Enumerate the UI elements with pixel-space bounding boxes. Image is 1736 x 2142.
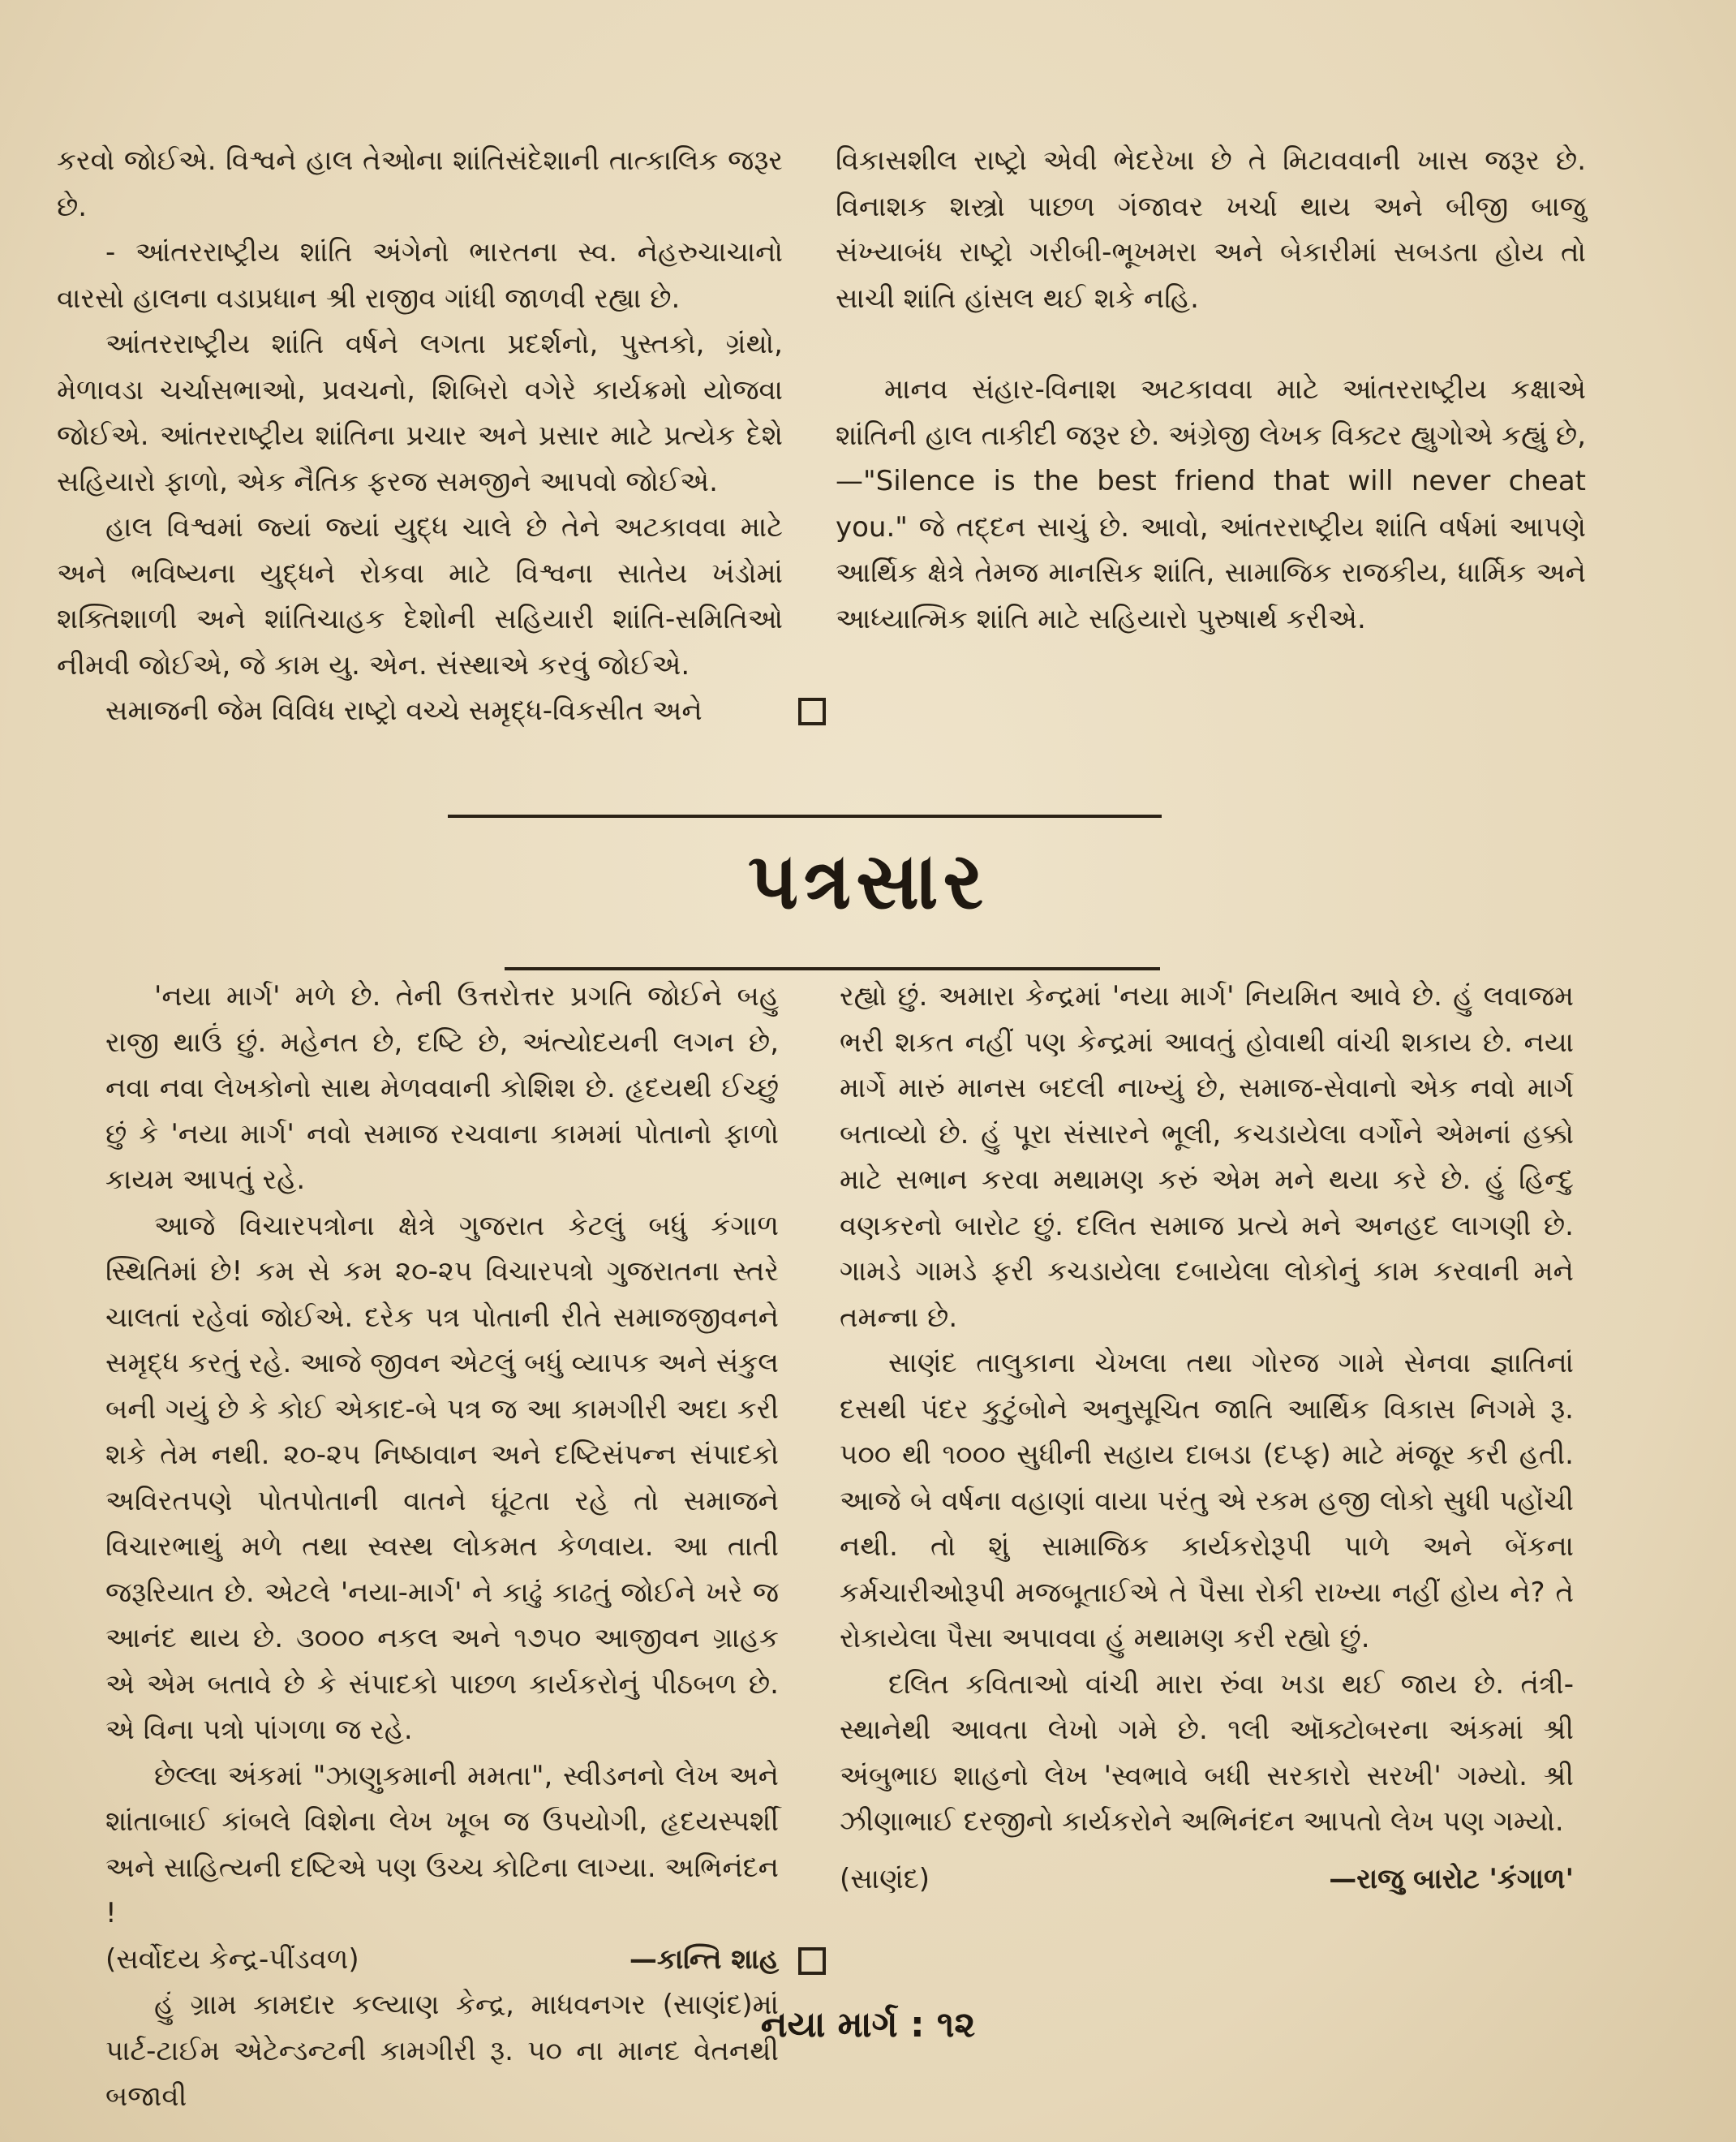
letter-paragraph: દલિત કવિતાઓ વાંચી મારા રુંવા ખડા થઈ જાય છે. તંત્રી-સ્થાનેથી આવતા લેખો ગમે છે. ૧લી ઑક્ટોબરના અંકમાં શ્રી અંબુભાઇ શાહનો લેખ 'સ્વભાવે બધી સરકારો સરખી' ગમ્યો. શ્રી ઝીણાભાઈ દરજીનો કાર્યકરોને અભિનંદન આપતો લેખ પણ ગમ્યો.: [840, 1667, 1574, 1838]
signature-name: —કાન્તિ શાહ: [629, 1942, 779, 1976]
letter-paragraph: રહ્યો છું. અમારા કેન્દ્રમાં 'નયા માર્ગ' નિયમિત આવે છે. હું લવાજમ ભરી શકત નહીં પણ કેન્દ્રમાં આવતું હોવાથી વાંચી શકાય છે. નયા માર્ગે મારું માનસ બદલી નાખ્યું છે, સમાજ-સેવાનો એક નવો માર્ગ બતાવ્યો છે. હું પૂરા સંસારને ભૂલી, કચડાયેલા વર્ગોને એમનાં હક્કો માટે સભાન કરવા મથામણ કરું એમ મને થયા કરે છે. હું હિન્દુ વણકરનો બારોટ છું. દલિત સમાજ પ્રત્યે મને અનહદ લાગણી છે. ગામડે ગામડે ફરી કચડાયેલા દબાયેલા લોકોનું કામ કરવાની મને તમન્ના છે.: [840, 980, 1574, 1334]
article-paragraph: આંતરરાષ્ટ્રીય શાંતિ વર્ષને લગતા પ્રદર્શનો, પુસ્તકો, ગ્રંથો, મેળાવડા ચર્ચાસભાઓ, પ્રવચનો, શિબિરો વગેરે કાર્યક્રમો યોજવા જોઈએ. આંતરરાષ્ટ્રીય શાંતિના પ્રચાર અને પ્રસાર માટે પ્રત્યેક દેશે સહિયારો ફાળો, એક નૈતિક ફરજ સમજીને આપવો જોઈએ.: [57, 328, 783, 498]
page-footer: નયા માર્ગ : ૧૨: [760, 2004, 976, 2045]
article-paragraph: - આંતરરાષ્ટ્રીય શાંતિ અંગેનો ભારતના સ્વ. નેહરુચાચાનો વારસો હાલના વડાપ્રધાન શ્રી રાજીવ ગાંધી જાળવી રહ્યા છે.: [57, 236, 783, 315]
article-paragraph: હાલ વિશ્વમાં જ્યાં જ્યાં યુદ્ધ ચાલે છે તેને અટકાવવા માટે અને ભવિષ્યના યુદ્ધને રોકવા માટે વિશ્વના સાતેય ખંડોમાં શક્તિશાળી અને શાંતિચાહક દેશોની સહિયારી શાંતિ-સમિતિઓ નીમવી જોઈએ, જે કામ યુ. એન. સંસ્થાએ કરવું જોઈએ.: [57, 511, 783, 682]
heading-rule-bottom: [505, 967, 1160, 970]
signature-place: (સાણંદ): [840, 1862, 930, 1895]
letter-paragraph: છેલ્લા અંકમાં "ઝાણુકમાની મમતા", સ્વીડનનો લેખ અને શાંતાબાઈ કાંબલે વિશેના લેખ ખૂબ જ ઉપયોગી, હૃદયસ્પર્શી અને સાહિત્યની દષ્ટિએ પણ ઉચ્ચ કોટિના લાગ્યા. અભિનંદન !: [105, 1759, 779, 1929]
article-left-column: [57, 138, 783, 734]
signature-place: (સર્વોદય કેન્દ્ર-પીંડવળ): [105, 1942, 359, 1976]
letter-signature: [840, 1856, 1574, 1903]
letter-paragraph: આજે વિચારપત્રોના ક્ષેત્રે ગુજરાત કેટલું બધું કંગાળ સ્થિતિમાં છે! કમ સે કમ ૨૦-૨૫ વિચારપત્રો ગુજરાતના સ્તરે ચાલતાં રહેવાં જોઈએ. દરેક પત્ર પોતાની રીતે સમાજજીવનને સમૃદ્ધ કરતું રહે. આજે જીવન એટલું બધું વ્યાપક અને સંકુલ બની ગયું છે કે કોઈ એકાદ-બે પત્ર જ આ કામગીરી અદા કરી શકે તેમ નથી. ૨૦-૨૫ નિષ્ઠાવાન અને દષ્ટિસંપન્ન સંપાદકો અવિરતપણે પોતપોતાની વાતને ઘૂંટતા રહે તો સમાજને વિચારભાથું મળે તથા સ્વસ્થ લોકમત કેળવાય. આ તાતી જરૂરિયાત છે. એટલે 'નયા-માર્ગ' ને કાઢું કાઢતું જોઈને ખરે જ આનંદ થાય છે. ૩૦૦૦ નકલ અને ૧૭૫૦ આજીવન ગ્રાહક એ એમ બતાવે છે કે સંપાદકો પાછળ કાર્યકરોનું પીઠબળ છે. એ વિના પત્રો પાંગળા જ રહે.: [105, 1209, 779, 1746]
letters-right-column: [840, 974, 1574, 1902]
section-title: પત્રસાર: [747, 836, 989, 927]
end-of-article-box: [798, 698, 826, 725]
letter-paragraph: હું ગ્રામ કામદાર કલ્યાણ કેન્દ્ર, માધવનગર (સાણંદ)માં પાર્ટ-ટાઈમ એટેન્ડન્ટની કામગીરી રૂ. ૫૦ ના માનદ વેતનથી બજાવી: [105, 1989, 779, 2113]
letters-left-column: [105, 974, 779, 2120]
signature-name: —રાજુ બારોટ 'કંગાળ': [1329, 1862, 1574, 1895]
article-right-column: [836, 138, 1586, 642]
letter-signature: [105, 1937, 779, 1983]
article-paragraph: માનવ સંહાર-વિનાશ અટકાવવા માટે આંતરરાષ્ટ્રીય કક્ષાએ શાંતિની હાલ તાકીદી જરૂર છે. અંગ્રેજી લેખક વિક્ટર હ્યુગોએ કહ્યું છે,—"Silence is the best friend that will never cheat you." જે તદ્દન સાચું છે. આવો, આંતરરાષ્ટ્રીય શાંતિ વર્ષમાં આપણે આર્થિક ક્ષેત્રે તેમજ માનસિક શાંતિ, સામાજિક રાજકીય, ધાર્મિક અને આધ્યાત્મિક શાંતિ માટે સહિયારો પુરુષાર્થ કરીએ.: [836, 373, 1586, 635]
end-of-letters-box: [798, 1947, 826, 1975]
paragraph-gap: [836, 321, 1586, 367]
heading-rule-top: [448, 815, 1162, 818]
article-paragraph: સમાજની જેમ વિવિધ રાષ્ટ્રો વચ્ચે સમૃદ્ધ-વિકસીત અને: [105, 695, 703, 727]
article-paragraph: વિકાસશીલ રાષ્ટ્રો એવી ભેદરેખા છે તે મિટાવવાની ખાસ જરૂર છે. વિનાશક શસ્ત્રો પાછળ ગંજાવર ખર્ચા થાય અને બીજી બાજુ સંખ્યાબંધ રાષ્ટ્રો ગરીબી-ભૂખમરા અને બેકારીમાં સબડતા હોય તો સાચી શાંતિ હાંસલ થઈ શકે નહિ.: [836, 144, 1586, 315]
letter-paragraph: 'નયા માર્ગ' મળે છે. તેની ઉત્તરોત્તર પ્રગતિ જોઈને બહુ રાજી થાઉં છું. મહેનત છે, દષ્ટિ છે, અંત્યોદયની લગન છે, નવા નવા લેખકોનો સાથ મેળવવાની કોશિશ છે. હૃદયથી ઈચ્છું છું કે 'નયા માર્ગ' નવો સમાજ રચવાના કામમાં પોતાનો ફાળો કાયમ આપતું રહે.: [105, 980, 779, 1196]
article-paragraph: કરવો જોઈએ. વિશ્વને હાલ તેઓના શાંતિસંદેશાની તાત્કાલિક જરૂર છે.: [57, 144, 783, 223]
letter-paragraph: સાણંદ તાલુકાના ચેખલા તથા ગોરજ ગામે સેનવા જ્ઞાતિનાં દસથી પંદર કુટુંબોને અનુસૂચિત જાતિ આર્થિક વિકાસ નિગમે રૂ. ૫૦૦ થી ૧૦૦૦ સુધીની સહાય દાબડા (દપ્ફ) માટે મંજૂર કરી હતી. આજે બે વર્ષના વહાણાં વાયા પરંતુ એ રકમ હજી લોકો સુધી પહોંચી નથી. તો શું સામાજિક કાર્યકરોરૂપી પાળે અને બેંકના કર્મચારીઓરૂપી મજબૂતાઈએ તે પૈસા રોકી રાખ્યા નહીં હોય ને? તે રોકાયેલા પૈસા અપાવવા હું મથામણ કરી રહ્યો છું.: [840, 1347, 1574, 1654]
